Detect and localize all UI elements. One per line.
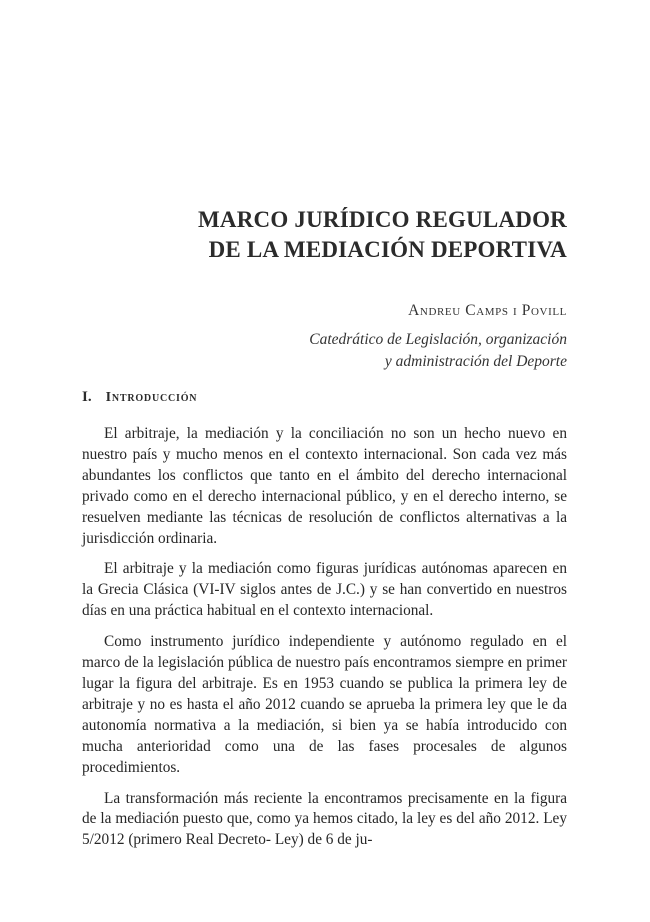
section-label: Introducción <box>105 390 198 405</box>
affiliation-line-2: y administración del Deporte <box>384 353 567 370</box>
paragraph: El arbitraje, la mediación y la conciliación no son un hecho nuevo en nuestro país y mucho menos en el contexto internacional. Son cada vez más abundantes los conflictos que tanto en el ámbito del derecho internacional privado como en el derecho internacional público, y en el derecho interno, se resuelven mediante las técnicas de resolución de conflictos alternativas a la jurisdicción ordinaria. <box>82 425 567 547</box>
section-number: I. <box>82 389 92 405</box>
chapter-title <box>198 205 567 265</box>
author-affiliation <box>309 329 567 373</box>
paragraph: Como instrumento jurídico independiente y autónomo regulado en el marco de la legislación pública de nuestro país encontramos siempre en primer lugar la figura del arbitraje. Es en 1953 cuando se publica la primera ley de arbitraje y no es hasta el año 2012 cuando se aprueba la primera ley que le da autonomía normativa a la mediación, si bien ya se había introducido con mucha anterioridad como una de las fases procesales de algunos procedimientos. <box>82 633 567 776</box>
affiliation-line-1: Catedrático de Legislación, organización <box>309 331 567 348</box>
author-name: Andreu Camps i Povill <box>408 302 567 319</box>
chapter-title-line-2: DE LA MEDIACIÓN DEPORTIVA <box>208 237 567 262</box>
chapter-title-line-1: MARCO JURÍDICO REGULADOR <box>198 207 567 232</box>
section-heading <box>82 389 197 406</box>
paragraph: El arbitraje y la mediación como figuras jurídicas autónomas aparecen en la Grecia Clásica (VI-IV siglos antes de J.C.) y se han convertido en nuestros días en una práctica habitual en el contexto internacional. <box>82 560 567 620</box>
body-text <box>82 424 567 861</box>
paragraph: La transformación más reciente la encontramos precisamente en la figura de la mediación puesto que, como ya hemos citado, la ley es del año 2012. Ley 5/2012 (primero Real Decreto- Ley) de 6 de ju- <box>82 789 567 849</box>
